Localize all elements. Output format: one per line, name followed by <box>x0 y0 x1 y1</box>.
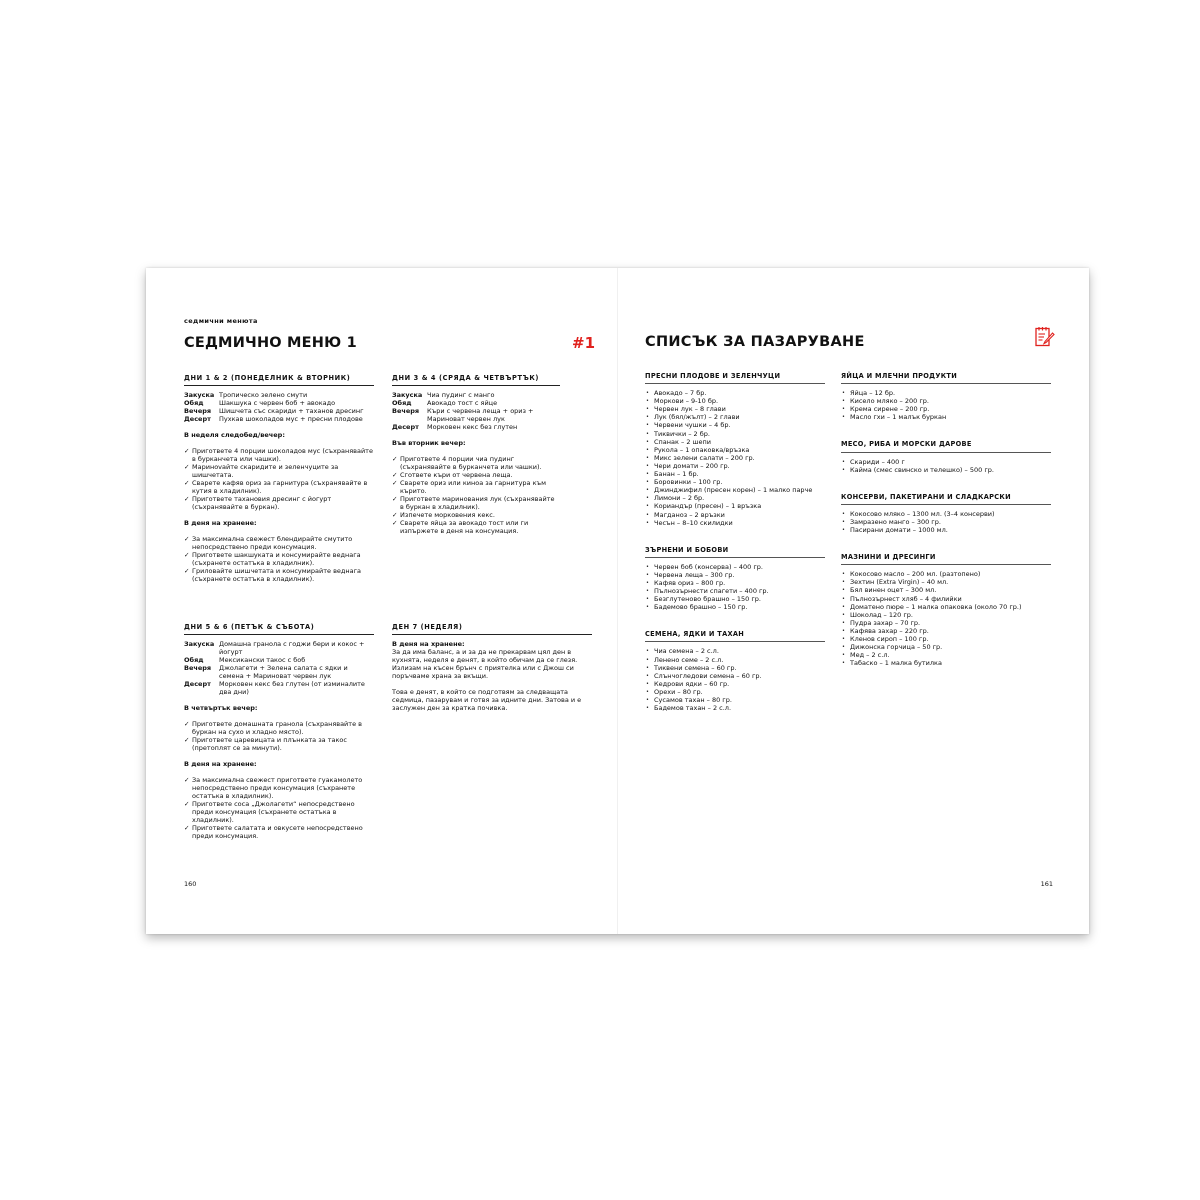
meal-label: Закуска <box>392 391 423 399</box>
block-heading: ДНИ 5 & 6 (ПЕТЪК & СЪБОТА) <box>184 623 374 635</box>
meal-row <box>184 391 374 399</box>
list-item: • Бадемово брашно – 150 гр. <box>645 603 825 611</box>
category-heading: СЕМЕНА, ЯДКИ И ТАХАН <box>645 630 825 642</box>
list-item: • Кокосово мляко – 1300 мл. (3–4 консерви) <box>841 510 1051 518</box>
list-item: • Мед – 2 с.л. <box>841 651 1051 659</box>
list-item: • Зехтин (Extra Virgin) – 40 мл. <box>841 578 1051 586</box>
prep-item: ✓ Сварете ориз или киноа за гарнитура към кърито. <box>392 479 560 495</box>
meal-label: Десерт <box>184 415 211 423</box>
list-item: • Червени чушки – 4 бр. <box>645 421 825 429</box>
meal-row <box>392 391 560 399</box>
prep-item: ✓ Сварете кафяв ориз за гарнитура (съхранявайте в кутия в хладилник). <box>184 479 374 495</box>
block-heading: ДНИ 1 & 2 (ПОНЕДЕЛНИК & ВТОРНИК) <box>184 374 374 386</box>
list-item: • Чесън – 8–10 скилидки <box>645 519 825 527</box>
category-heading: КОНСЕРВИ, ПАКЕТИРАНИ И СЛАДКАРСКИ <box>841 493 1051 505</box>
list-item: • Кленов сироп – 100 гр. <box>841 635 1051 643</box>
meal-label: Закуска <box>184 391 215 399</box>
list-item: • Крема сирене – 200 гр. <box>841 405 1051 413</box>
list-item: • Магданоз – 2 връзки <box>645 511 825 519</box>
prep-item: ✓ Пригответе соса „Джолагети“ непосредствено преди консумация (съхранете остатъка в хладилник). <box>184 800 374 824</box>
meal-row <box>184 680 374 696</box>
list-item: • Пълнозърнест хляб – 4 филийки <box>841 595 1051 603</box>
prep-subheading: В деня на хранене: <box>392 640 465 648</box>
prep-subheading: Във вторник вечер: <box>392 439 466 447</box>
menu-title: СЕДМИЧНО МЕНЮ 1 <box>184 335 357 351</box>
list-item: • Табаско – 1 малка бутилка <box>841 659 1051 667</box>
category-heading: МЕСО, РИБА И МОРСКИ ДАРОВЕ <box>841 440 1051 452</box>
meal-label: Десерт <box>184 680 211 688</box>
list-item: • Джинджифил (пресен корен) – 1 малко парче <box>645 486 825 494</box>
meal-label: Обяд <box>392 399 412 407</box>
list-item: • Яйца – 12 бр. <box>841 389 1051 397</box>
meal-value: Джолагети + Зелена салата с ядки и семена + Мариноват червен лук <box>219 664 348 680</box>
list-item: • Кафяв ориз – 800 гр. <box>645 579 825 587</box>
meal-value: Шишчета със скариди + таханов дресинг <box>219 407 364 415</box>
list-item: • Кокосово масло – 200 мл. (разтопено) <box>841 570 1051 578</box>
list-item: • Боровинки – 100 гр. <box>645 478 825 486</box>
category-heading: ПРЕСНИ ПЛОДОВЕ И ЗЕЛЕНЧУЦИ <box>645 372 825 384</box>
list-item: • Безглутеново брашно – 150 гр. <box>645 595 825 603</box>
prep-item: ✓ Пригответе салатата и овкусете непосредствено преди консумация. <box>184 824 374 840</box>
menu-block-days-3-4 <box>392 374 560 535</box>
left-page <box>146 268 617 934</box>
prep-subheading: В четвъртък вечер: <box>184 704 258 712</box>
list-item: • Орехи – 80 гр. <box>645 688 825 696</box>
prep-item: ✓ За максимална свежест блендирайте смутито непосредствено преди консумация. <box>184 535 374 551</box>
prep-item: ✓ Маринovaйте скаридите и зеленчуците за шишчетата. <box>184 463 374 479</box>
list-item: • Авокадо – 7 бр. <box>645 389 825 397</box>
prep-item: ✓ Пригответе 4 порции шоколадов мус (съхранявайте в бурканчета или чашки). <box>184 447 374 463</box>
list-item: • Масло гхи – 1 малък буркан <box>841 413 1051 421</box>
meal-value: Мексикански такос с боб <box>219 656 306 664</box>
meal-label: Обяд <box>184 399 204 407</box>
list-item: • Кисело мляко – 200 гр. <box>841 397 1051 405</box>
list-item: • Ленено семе – 2 с.л. <box>645 656 825 664</box>
book-spread <box>146 268 1089 934</box>
meal-label: Вечеря <box>184 664 212 672</box>
block-heading: ДЕН 7 (НЕДЕЛЯ) <box>392 623 592 635</box>
list-item: • Микс зелени салати – 200 гр. <box>645 454 825 462</box>
menu-block-days-1-2 <box>184 374 374 583</box>
prep-subheading: В деня на хранене: <box>184 519 257 527</box>
meal-value: Къри с червена леща + ориз + Мариноват червен лук <box>427 407 534 423</box>
prep-item: ✓ Пригответе 4 порции чиа пудинг (съхранявайте в бурканчета или чашки). <box>392 455 560 471</box>
prep-item: ✓ Гриловайте шишчетата и консумирайте веднага (съхранете остатъка в хладилник). <box>184 567 374 583</box>
list-item: • Лук (бял/жълт) – 2 глави <box>645 413 825 421</box>
list-item: • Пълнозърнести спагети – 400 гр. <box>645 587 825 595</box>
section-label: седмични менюта <box>184 317 258 325</box>
meal-value: Тропическо зелено смути <box>219 391 308 399</box>
list-item: • Слънчогледови семена – 60 гр. <box>645 672 825 680</box>
meal-row <box>184 415 374 423</box>
paragraph: За да има баланс, а и за да не прекарвам цял ден в кухнята, неделя е денят, в който обичам да се глезя. Излизам на късен брънч с приятелка или с Джош си поръчваме храна за вкъщи. <box>392 648 578 680</box>
prep-item: ✓ Сгответе къри от червена леща. <box>392 471 560 479</box>
prep-item: ✓ Пригответе маринования лук (съхранявайте в буркан в хладилник). <box>392 495 560 511</box>
meal-value: Шакшука с червен боб + авокадо <box>219 399 336 407</box>
meal-row <box>184 640 374 656</box>
prep-item: ✓ Сварете яйца за авокадо тост или ги изпържете в деня на консумация. <box>392 519 560 535</box>
meal-value: Домашна гранола с годжи бери и кокос + йогурт <box>219 640 365 656</box>
meal-value: Морковен кекс без глутен <box>427 423 518 431</box>
list-item: • Бял винен оцет – 300 мл. <box>841 586 1051 594</box>
category-heading: ЗЪРНЕНИ И БОБОВИ <box>645 546 825 558</box>
list-item: • Кайма (смес свинско и телешко) – 500 гр. <box>841 466 1051 474</box>
list-item: • Скариди – 400 г <box>841 458 1051 466</box>
meal-label: Вечеря <box>184 407 212 415</box>
page-number-right: 161 <box>1040 880 1053 888</box>
shopping-column-1 <box>645 372 825 712</box>
prep-subheading: В деня на хранене: <box>184 760 257 768</box>
list-item: • Чиа семена – 2 с.л. <box>645 647 825 655</box>
list-item: • Червена леща – 300 гр. <box>645 571 825 579</box>
paragraph: Това е денят, в който се подготвям за следващата седмица, пазарувам и готвя за идните дни. Затова и е заслужен ден за кратка почивка. <box>392 688 582 712</box>
meal-value: Авокадо тост с яйце <box>427 399 498 407</box>
category-heading: ЯЙЦА И МЛЕЧНИ ПРОДУКТИ <box>841 372 1051 384</box>
prep-item: ✓ Изпечете морковения кекс. <box>392 511 560 519</box>
list-item: • Кедрови ядки – 60 гр. <box>645 680 825 688</box>
list-item: • Моркови – 9-10 бр. <box>645 397 825 405</box>
list-item: • Тиквички – 2 бр. <box>645 430 825 438</box>
meal-value: Пухкав шоколадов мус + пресни плодове <box>219 415 363 423</box>
list-item: • Пасирани домати – 1000 мл. <box>841 526 1051 534</box>
prep-item: ✓ Пригответе домашната гранола (съхранявайте в буркан на сухо и хладно място). <box>184 720 374 736</box>
meal-row <box>184 399 374 407</box>
prep-item: ✓ Пригответе шакшуката и консумирайте веднага (съхранете остатъка в хладилник). <box>184 551 374 567</box>
meal-value: Морковен кекс без глутен (от изминалите два дни) <box>219 680 365 696</box>
list-item: • Сусамов тахан – 80 гр. <box>645 696 825 704</box>
list-item: • Кориандър (пресен) – 1 връзка <box>645 502 825 510</box>
list-item: • Червен боб (консерва) – 400 гр. <box>645 563 825 571</box>
list-item: • Банан – 1 бр. <box>645 470 825 478</box>
list-item: • Шоколад – 120 гр. <box>841 611 1051 619</box>
meal-row <box>184 407 374 415</box>
meal-label: Вечеря <box>392 407 420 415</box>
meal-label: Десерт <box>392 423 419 431</box>
list-item: • Замразено манго – 300 гр. <box>841 518 1051 526</box>
prep-item: ✓ За максимална свежест пригответе гуакамолето непосредствено преди консумация (съхранете остатъка в хладилник). <box>184 776 374 800</box>
meal-row <box>392 399 560 407</box>
list-item: • Тиквени семена – 60 гр. <box>645 664 825 672</box>
menu-block-days-5-6 <box>184 623 374 840</box>
meal-label: Закуска <box>184 640 215 648</box>
list-item: • Дижонска горчица – 50 гр. <box>841 643 1051 651</box>
list-item: • Лимони – 2 бр. <box>645 494 825 502</box>
list-item: • Рукола – 1 опаковка/връзка <box>645 446 825 454</box>
shopping-list-title: СПИСЪК ЗА ПАЗАРУВАНЕ <box>645 334 865 350</box>
category-heading: МАЗНИНИ И ДРЕСИНГИ <box>841 553 1051 565</box>
list-item: • Червен лук – 8 глави <box>645 405 825 413</box>
block-heading: ДНИ 3 & 4 (СРЯДА & ЧЕТВЪРТЪК) <box>392 374 560 386</box>
meal-label: Обяд <box>184 656 204 664</box>
menu-block-day-7 <box>392 623 592 712</box>
list-item: • Кафява захар – 220 гр. <box>841 627 1051 635</box>
page-number-left: 160 <box>184 880 197 888</box>
prep-item: ✓ Пригответе царевицата и плънката за такос (претоплят се за минути). <box>184 736 374 752</box>
list-item: • Спанак – 2 шепи <box>645 438 825 446</box>
list-item: • Бадемов тахан – 2 с.л. <box>645 704 825 712</box>
list-item: • Чери домати – 200 гр. <box>645 462 825 470</box>
list-item: • Доматено пюре – 1 малка опаковка (около 70 гр.) <box>841 603 1051 611</box>
notepad-pencil-icon <box>1033 326 1055 348</box>
meal-value: Чиа пудинг с манго <box>427 391 495 399</box>
meal-row <box>184 664 374 680</box>
list-item: • Пудра захар – 70 гр. <box>841 619 1051 627</box>
meal-row <box>392 407 560 423</box>
menu-number: #1 <box>572 334 596 352</box>
shopping-column-2 <box>841 372 1051 667</box>
prep-subheading: В неделя следобед/вечер: <box>184 431 285 439</box>
prep-item: ✓ Пригответе тахановия дресинг с йогурт (съхранявайте в буркан). <box>184 495 374 511</box>
meal-row <box>184 656 374 664</box>
right-page <box>617 268 1089 934</box>
meal-row <box>392 423 560 431</box>
